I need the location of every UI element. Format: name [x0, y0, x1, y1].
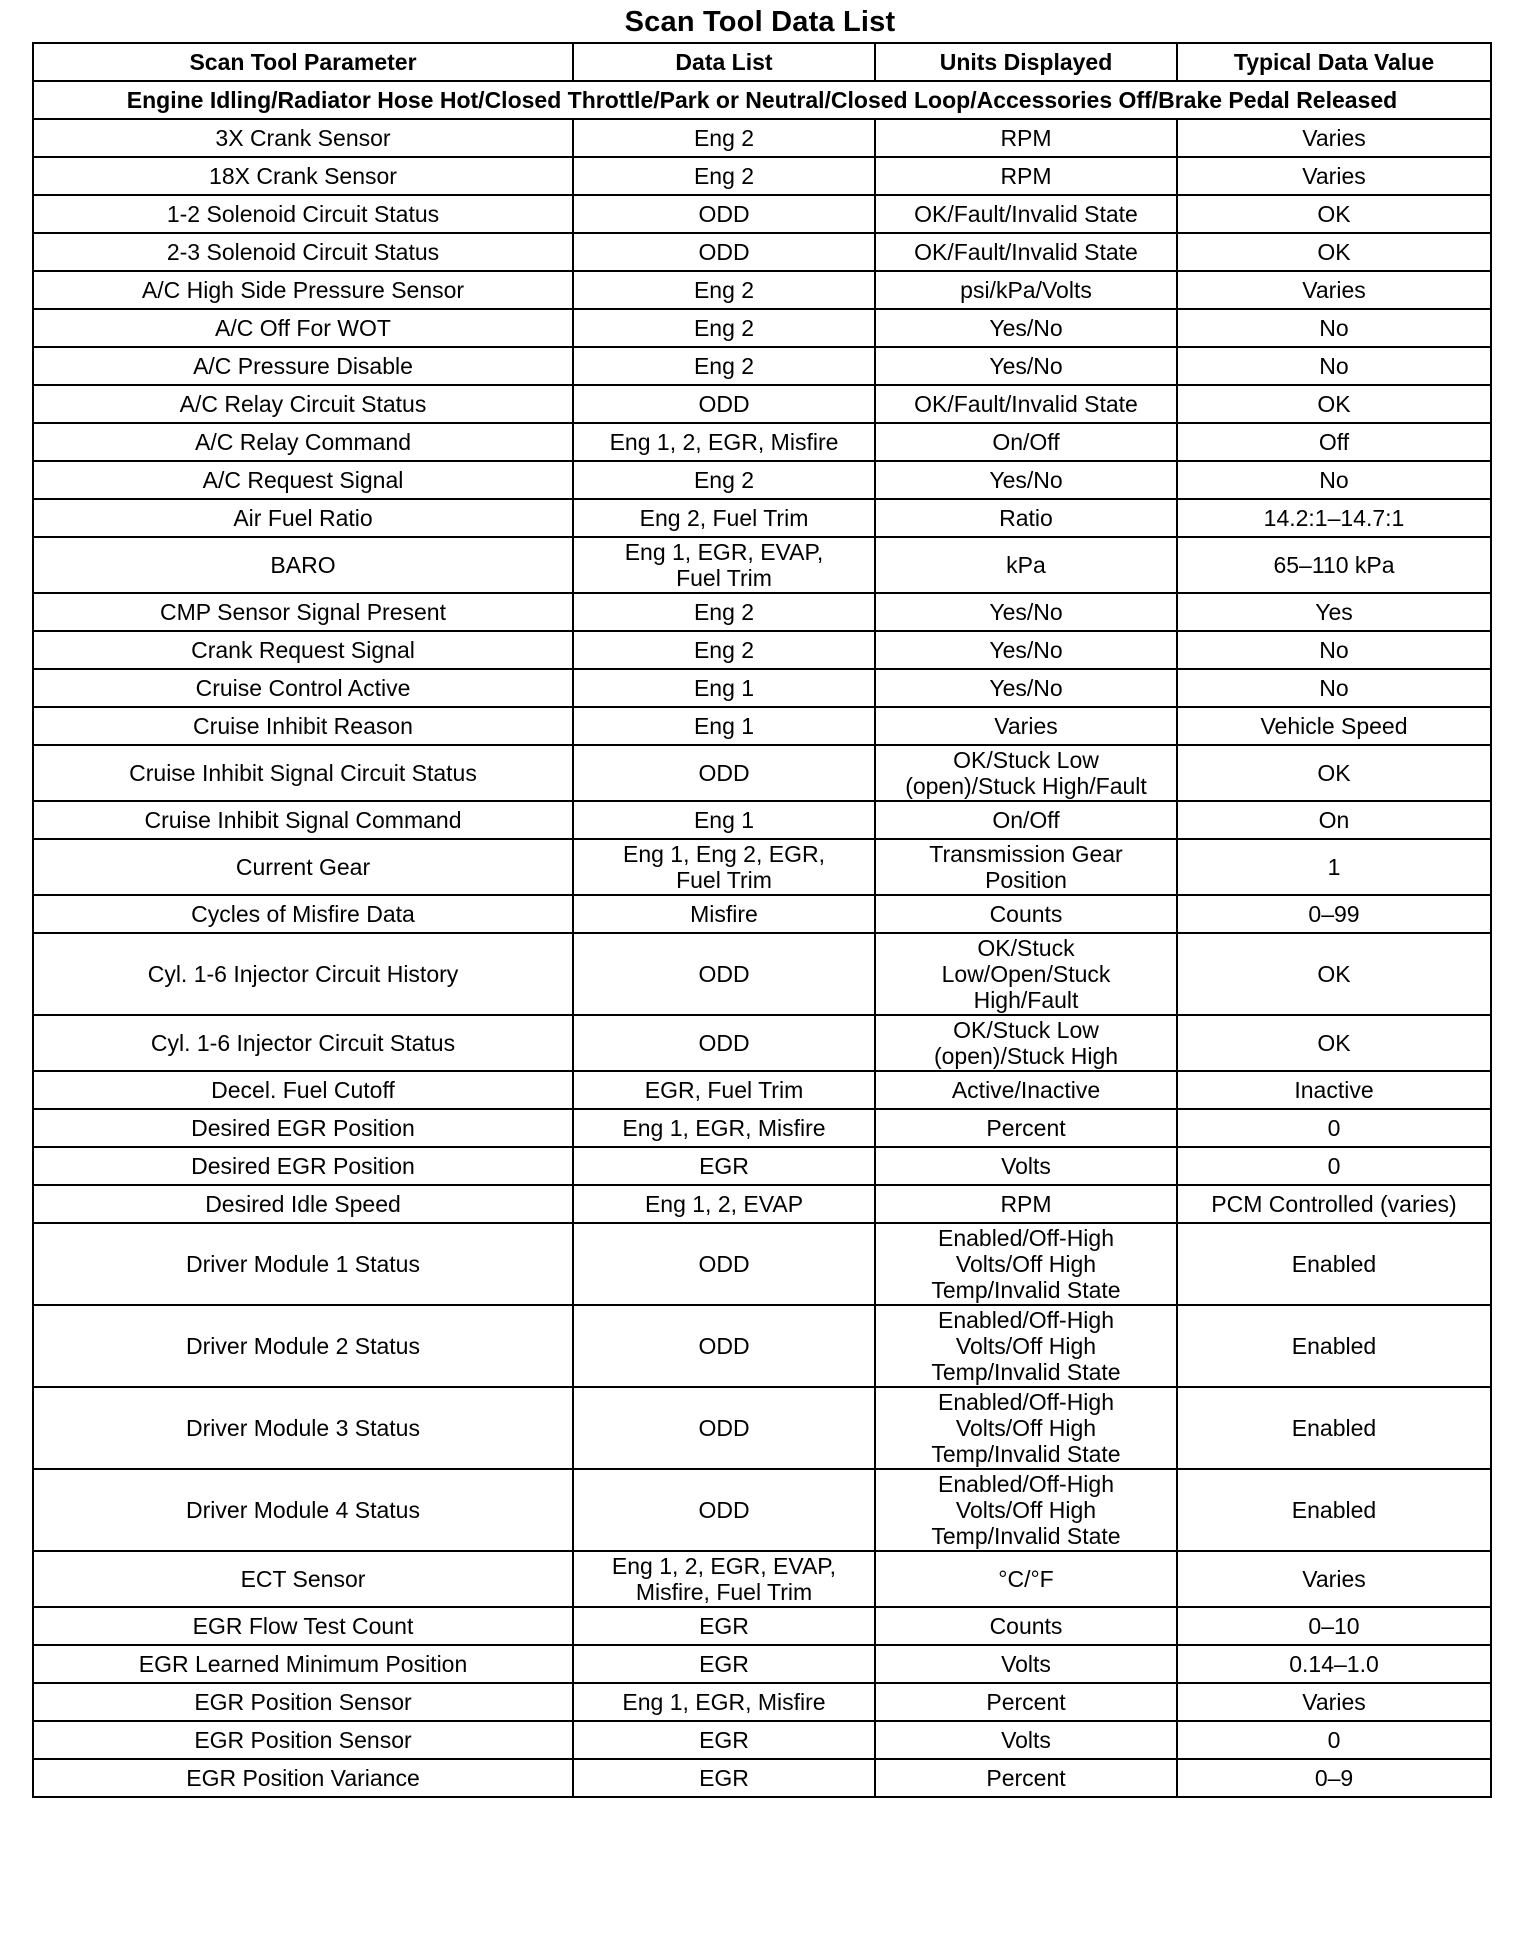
cell-parameter: Cyl. 1-6 Injector Circuit Status — [33, 1015, 573, 1071]
cell-units-displayed: RPM — [875, 119, 1177, 157]
cell-units-displayed: Yes/No — [875, 593, 1177, 631]
cell-parameter: A/C Relay Command — [33, 423, 573, 461]
cell-data-list: Eng 2 — [573, 119, 875, 157]
cell-units-displayed: Varies — [875, 707, 1177, 745]
cell-parameter: BARO — [33, 537, 573, 593]
table-row — [33, 157, 1491, 195]
cell-units-displayed: kPa — [875, 537, 1177, 593]
table-row — [33, 1109, 1491, 1147]
cell-typical-data-value: Varies — [1177, 1551, 1491, 1607]
cell-typical-data-value: No — [1177, 347, 1491, 385]
cell-parameter: EGR Position Sensor — [33, 1721, 573, 1759]
cell-typical-data-value: 0–9 — [1177, 1759, 1491, 1797]
cell-typical-data-value: PCM Controlled (varies) — [1177, 1185, 1491, 1223]
cell-data-list: Eng 2 — [573, 593, 875, 631]
cell-parameter: A/C Relay Circuit Status — [33, 385, 573, 423]
table-row — [33, 1469, 1491, 1551]
cell-data-list: EGR — [573, 1759, 875, 1797]
cell-data-list: Eng 1, Eng 2, EGR, Fuel Trim — [573, 839, 875, 895]
cell-units-displayed: Yes/No — [875, 669, 1177, 707]
cell-parameter: Cruise Inhibit Signal Circuit Status — [33, 745, 573, 801]
cell-parameter: Driver Module 3 Status — [33, 1387, 573, 1469]
table-row — [33, 1607, 1491, 1645]
cell-parameter: Crank Request Signal — [33, 631, 573, 669]
cell-data-list: Misfire — [573, 895, 875, 933]
table-row — [33, 347, 1491, 385]
cell-parameter: 1-2 Solenoid Circuit Status — [33, 195, 573, 233]
cell-units-displayed: OK/Fault/Invalid State — [875, 233, 1177, 271]
cell-units-displayed: Volts — [875, 1645, 1177, 1683]
cell-data-list: Eng 2 — [573, 347, 875, 385]
header-scan-tool-parameter: Scan Tool Parameter — [33, 43, 573, 81]
cell-parameter: CMP Sensor Signal Present — [33, 593, 573, 631]
cell-data-list: ODD — [573, 1305, 875, 1387]
cell-data-list: EGR, Fuel Trim — [573, 1071, 875, 1109]
cell-typical-data-value: OK — [1177, 745, 1491, 801]
cell-typical-data-value: OK — [1177, 233, 1491, 271]
table-row — [33, 895, 1491, 933]
cell-units-displayed: Enabled/Off-High Volts/Off High Temp/Invalid State — [875, 1223, 1177, 1305]
cell-typical-data-value: 0–99 — [1177, 895, 1491, 933]
cell-units-displayed: OK/Stuck Low (open)/Stuck High — [875, 1015, 1177, 1071]
cell-typical-data-value: Yes — [1177, 593, 1491, 631]
cell-parameter: Cycles of Misfire Data — [33, 895, 573, 933]
cell-data-list: ODD — [573, 1223, 875, 1305]
cell-data-list: Eng 1 — [573, 669, 875, 707]
cell-parameter: Driver Module 1 Status — [33, 1223, 573, 1305]
cell-units-displayed: OK/Stuck Low (open)/Stuck High/Fault — [875, 745, 1177, 801]
cell-typical-data-value: No — [1177, 669, 1491, 707]
cell-data-list: EGR — [573, 1607, 875, 1645]
cell-typical-data-value: Enabled — [1177, 1387, 1491, 1469]
page-title: Scan Tool Data List — [624, 6, 896, 38]
cell-units-displayed: °C/°F — [875, 1551, 1177, 1607]
cell-parameter: 18X Crank Sensor — [33, 157, 573, 195]
table-row — [33, 839, 1491, 895]
cell-typical-data-value: 0 — [1177, 1147, 1491, 1185]
table-row — [33, 1147, 1491, 1185]
cell-units-displayed: OK/Fault/Invalid State — [875, 195, 1177, 233]
cell-typical-data-value: 14.2:1–14.7:1 — [1177, 499, 1491, 537]
table-row — [33, 707, 1491, 745]
header-typical-data-value: Typical Data Value — [1177, 43, 1491, 81]
cell-units-displayed: RPM — [875, 1185, 1177, 1223]
cell-typical-data-value: No — [1177, 631, 1491, 669]
cell-parameter: Cruise Inhibit Reason — [33, 707, 573, 745]
table-row — [33, 537, 1491, 593]
cell-data-list: Eng 1, EGR, EVAP, Fuel Trim — [573, 537, 875, 593]
scan-tool-data-table — [32, 42, 1492, 1798]
cell-typical-data-value: 1 — [1177, 839, 1491, 895]
cell-units-displayed: Yes/No — [875, 461, 1177, 499]
cell-data-list: ODD — [573, 1387, 875, 1469]
cell-typical-data-value: Off — [1177, 423, 1491, 461]
table-row — [33, 1223, 1491, 1305]
cell-parameter: Desired EGR Position — [33, 1147, 573, 1185]
cell-typical-data-value: Enabled — [1177, 1223, 1491, 1305]
cell-data-list: ODD — [573, 195, 875, 233]
cell-units-displayed: Yes/No — [875, 631, 1177, 669]
cell-typical-data-value: On — [1177, 801, 1491, 839]
cell-parameter: 2-3 Solenoid Circuit Status — [33, 233, 573, 271]
cell-data-list: ODD — [573, 745, 875, 801]
cell-data-list: Eng 2 — [573, 631, 875, 669]
table-row — [33, 1551, 1491, 1607]
cell-units-displayed: Yes/No — [875, 347, 1177, 385]
cell-data-list: ODD — [573, 933, 875, 1015]
cell-units-displayed: Enabled/Off-High Volts/Off High Temp/Invalid State — [875, 1305, 1177, 1387]
cell-typical-data-value: OK — [1177, 1015, 1491, 1071]
cell-units-displayed: Enabled/Off-High Volts/Off High Temp/Invalid State — [875, 1469, 1177, 1551]
table-row — [33, 1683, 1491, 1721]
cell-parameter: EGR Position Variance — [33, 1759, 573, 1797]
cell-data-list: EGR — [573, 1645, 875, 1683]
table-row — [33, 1759, 1491, 1797]
table-row — [33, 631, 1491, 669]
cell-data-list: ODD — [573, 385, 875, 423]
cell-data-list: Eng 2 — [573, 309, 875, 347]
cell-parameter: Decel. Fuel Cutoff — [33, 1071, 573, 1109]
cell-units-displayed: Volts — [875, 1147, 1177, 1185]
condition-row — [33, 81, 1491, 119]
test-condition: Engine Idling/Radiator Hose Hot/Closed Throttle/Park or Neutral/Closed Loop/Accessories Off/Brake Pedal Released — [33, 81, 1491, 119]
cell-units-displayed: On/Off — [875, 801, 1177, 839]
cell-data-list: Eng 2 — [573, 271, 875, 309]
cell-data-list: Eng 2 — [573, 461, 875, 499]
cell-typical-data-value: No — [1177, 461, 1491, 499]
header-row — [33, 43, 1491, 81]
cell-units-displayed: OK/Stuck Low/Open/Stuck High/Fault — [875, 933, 1177, 1015]
table-row — [33, 1645, 1491, 1683]
cell-parameter: ECT Sensor — [33, 1551, 573, 1607]
cell-typical-data-value: Enabled — [1177, 1469, 1491, 1551]
cell-data-list: Eng 1, 2, EGR, EVAP, Misfire, Fuel Trim — [573, 1551, 875, 1607]
table-row — [33, 309, 1491, 347]
table-row — [33, 1071, 1491, 1109]
table-row — [33, 461, 1491, 499]
cell-data-list: Eng 2, Fuel Trim — [573, 499, 875, 537]
table-row — [33, 669, 1491, 707]
cell-data-list: Eng 1, 2, EGR, Misfire — [573, 423, 875, 461]
cell-parameter: A/C Request Signal — [33, 461, 573, 499]
cell-units-displayed: Percent — [875, 1109, 1177, 1147]
cell-parameter: Current Gear — [33, 839, 573, 895]
cell-typical-data-value: 65–110 kPa — [1177, 537, 1491, 593]
cell-typical-data-value: Varies — [1177, 1683, 1491, 1721]
cell-typical-data-value: Enabled — [1177, 1305, 1491, 1387]
cell-typical-data-value: Inactive — [1177, 1071, 1491, 1109]
cell-units-displayed: psi/kPa/Volts — [875, 271, 1177, 309]
cell-typical-data-value: OK — [1177, 933, 1491, 1015]
cell-parameter: EGR Learned Minimum Position — [33, 1645, 573, 1683]
table-row — [33, 271, 1491, 309]
table-row — [33, 593, 1491, 631]
cell-typical-data-value: 0–10 — [1177, 1607, 1491, 1645]
table-row — [33, 423, 1491, 461]
cell-data-list: Eng 1 — [573, 707, 875, 745]
cell-parameter: EGR Flow Test Count — [33, 1607, 573, 1645]
cell-units-displayed: OK/Fault/Invalid State — [875, 385, 1177, 423]
table-row — [33, 499, 1491, 537]
cell-typical-data-value: OK — [1177, 195, 1491, 233]
cell-units-displayed: Counts — [875, 895, 1177, 933]
header-units-displayed: Units Displayed — [875, 43, 1177, 81]
table-row — [33, 1185, 1491, 1223]
cell-data-list: Eng 1 — [573, 801, 875, 839]
cell-parameter: Driver Module 4 Status — [33, 1469, 573, 1551]
table-row — [33, 385, 1491, 423]
cell-data-list: Eng 1, EGR, Misfire — [573, 1109, 875, 1147]
table-row — [33, 933, 1491, 1015]
cell-parameter: EGR Position Sensor — [33, 1683, 573, 1721]
cell-parameter: A/C Off For WOT — [33, 309, 573, 347]
table-row — [33, 801, 1491, 839]
cell-units-displayed: Ratio — [875, 499, 1177, 537]
cell-data-list: Eng 2 — [573, 157, 875, 195]
cell-parameter: Driver Module 2 Status — [33, 1305, 573, 1387]
cell-units-displayed: Counts — [875, 1607, 1177, 1645]
cell-typical-data-value: Varies — [1177, 157, 1491, 195]
cell-parameter: Desired Idle Speed — [33, 1185, 573, 1223]
cell-data-list: EGR — [573, 1721, 875, 1759]
cell-typical-data-value: 0.14–1.0 — [1177, 1645, 1491, 1683]
cell-data-list: Eng 1, 2, EVAP — [573, 1185, 875, 1223]
cell-data-list: ODD — [573, 1469, 875, 1551]
cell-units-displayed: Percent — [875, 1683, 1177, 1721]
cell-parameter: A/C High Side Pressure Sensor — [33, 271, 573, 309]
cell-parameter: 3X Crank Sensor — [33, 119, 573, 157]
cell-parameter: Cruise Control Active — [33, 669, 573, 707]
cell-units-displayed: On/Off — [875, 423, 1177, 461]
cell-typical-data-value: Vehicle Speed — [1177, 707, 1491, 745]
table-row — [33, 1387, 1491, 1469]
cell-typical-data-value: Varies — [1177, 271, 1491, 309]
cell-units-displayed: RPM — [875, 157, 1177, 195]
cell-typical-data-value: 0 — [1177, 1721, 1491, 1759]
cell-data-list: ODD — [573, 233, 875, 271]
cell-parameter: Air Fuel Ratio — [33, 499, 573, 537]
table-row — [33, 119, 1491, 157]
table-row — [33, 233, 1491, 271]
table-row — [33, 1015, 1491, 1071]
cell-units-displayed: Enabled/Off-High Volts/Off High Temp/Invalid State — [875, 1387, 1177, 1469]
cell-parameter: Desired EGR Position — [33, 1109, 573, 1147]
cell-units-displayed: Yes/No — [875, 309, 1177, 347]
header-data-list: Data List — [573, 43, 875, 81]
cell-typical-data-value: 0 — [1177, 1109, 1491, 1147]
cell-parameter: A/C Pressure Disable — [33, 347, 573, 385]
table-row — [33, 1721, 1491, 1759]
cell-data-list: EGR — [573, 1147, 875, 1185]
table-row — [33, 195, 1491, 233]
cell-data-list: Eng 1, EGR, Misfire — [573, 1683, 875, 1721]
cell-data-list: ODD — [573, 1015, 875, 1071]
cell-units-displayed: Volts — [875, 1721, 1177, 1759]
cell-parameter: Cruise Inhibit Signal Command — [33, 801, 573, 839]
cell-typical-data-value: OK — [1177, 385, 1491, 423]
cell-parameter: Cyl. 1-6 Injector Circuit History — [33, 933, 573, 1015]
cell-typical-data-value: No — [1177, 309, 1491, 347]
cell-units-displayed: Transmission Gear Position — [875, 839, 1177, 895]
cell-units-displayed: Active/Inactive — [875, 1071, 1177, 1109]
table-row — [33, 1305, 1491, 1387]
cell-units-displayed: Percent — [875, 1759, 1177, 1797]
table-row — [33, 745, 1491, 801]
cell-typical-data-value: Varies — [1177, 119, 1491, 157]
